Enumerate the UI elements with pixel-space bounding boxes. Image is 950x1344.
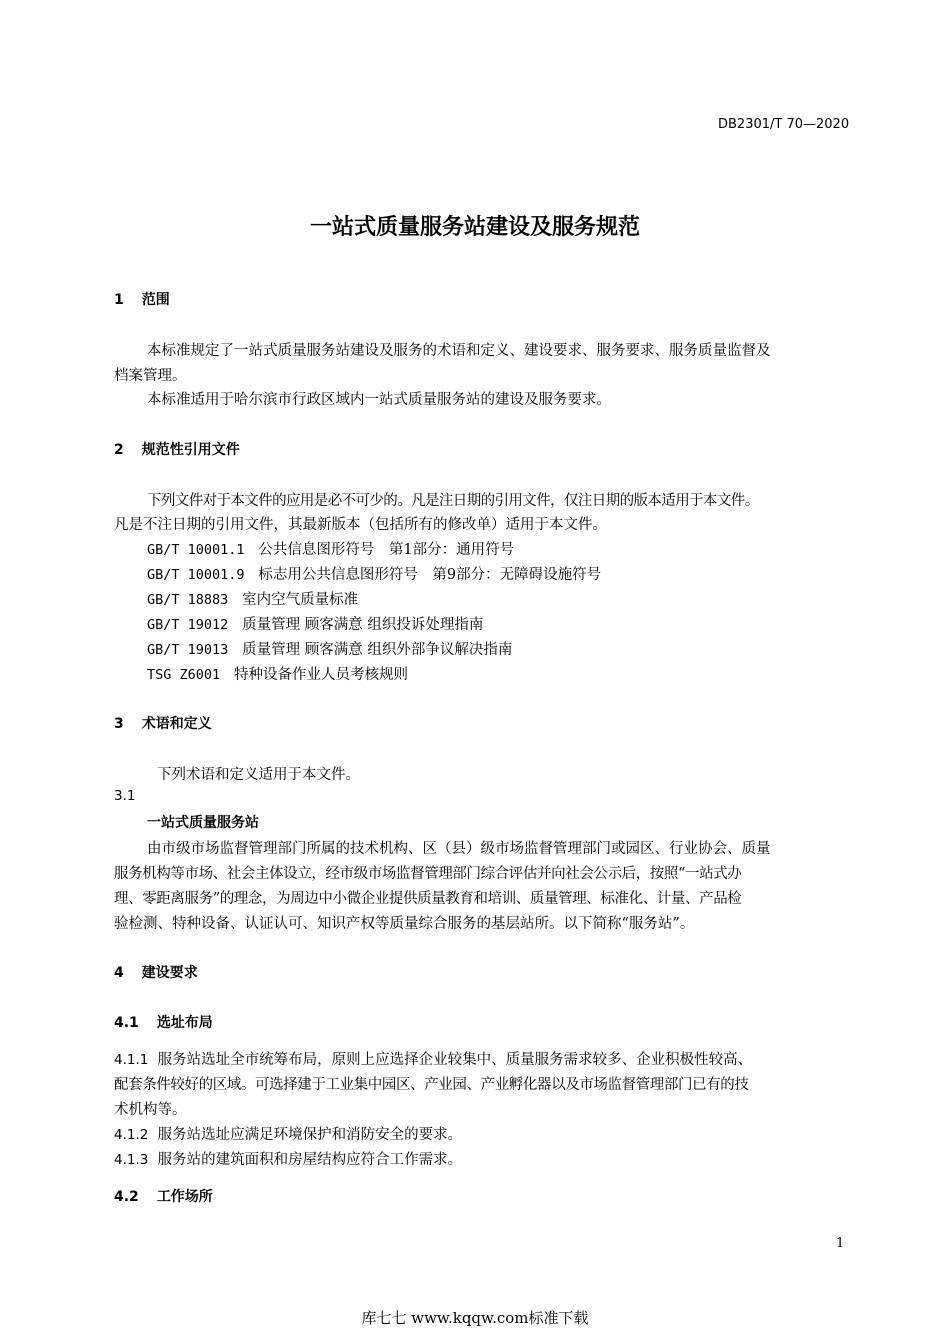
section-3-heading — [114, 713, 212, 733]
document-title: 一站式质量服务站建设及服务规范 — [309, 215, 640, 240]
paragraph: 术机构等。 — [114, 1102, 187, 1118]
clause-number: 4.1.2 — [114, 1127, 149, 1143]
subsection-4-2-heading: 4.2 工作场所 — [114, 1189, 213, 1205]
term-number: 3.1 — [114, 788, 136, 804]
clause-4-1-3: 4.1.3 服务站的建筑面积和房屋结构应符合工作需求。 — [114, 1152, 463, 1168]
section-1-heading — [114, 289, 170, 309]
paragraph: 凡是不注日期的引用文件，其最新版本（包括所有的修改单）适用于本文件。 — [114, 517, 607, 533]
paragraph: 本标准适用于哈尔滨市行政区域内一站式质量服务站的建设及服务要求。 — [147, 392, 611, 408]
paragraph: 本标准规定了一站式质量服务站建设及服务的术语和定义、建设要求、服务要求、服务质量监督及 — [147, 343, 771, 359]
section-4-heading — [114, 962, 198, 982]
document-code: DB2301/T 70—2020 — [718, 117, 850, 132]
subsection-4-1-heading: 4.1 选址布局 — [114, 1015, 213, 1031]
section-2-heading — [114, 439, 240, 459]
term-definition: 验检测、特种设备、认证认可、知识产权等质量综合服务的基层站所。以下简称“服务站”。 — [114, 916, 695, 932]
section-title: 规范性引用文件 — [141, 442, 240, 458]
section-number: 4 — [114, 965, 124, 981]
clause-4-1-1: 4.1.1 服务站选址全市统筹布局，原则上应选择企业较集中、质量服务需求较多、企业积极性较高、 — [114, 1052, 753, 1068]
watermark-text: 库七七 www.kqqw.com标准下载 — [361, 1309, 589, 1327]
section-title: 范围 — [141, 292, 170, 308]
page-number: 1 — [836, 1236, 845, 1251]
reference-item: GB/T 10001.9 标志用公共信息图形符号 第9部分：无障碍设施符号 — [147, 567, 602, 583]
term-definition: 理、零距离服务”的理念，为周边中小微企业提供质量教育和培训、质量管理、标准化、计量、产品检 — [114, 891, 742, 907]
term-definition: 服务机构等市场、社会主体设立，经市级市场监督管理部门综合评估并向社会公示后，按照“一站式办 — [114, 866, 742, 882]
paragraph: 下列术语和定义适用于本文件。 — [157, 767, 360, 783]
reference-item: TSG Z6001 特种设备作业人员考核规则 — [147, 667, 408, 683]
section-number: 3 — [114, 716, 124, 732]
term-name: 一站式质量服务站 — [147, 815, 259, 831]
section-number: 1 — [114, 292, 124, 308]
term-definition: 由市级市场监督管理部门所属的技术机构、区（县）级市场监督管理部门或园区、行业协会、质量 — [147, 841, 771, 857]
reference-item: GB/T 19012 质量管理 顾客满意 组织投诉处理指南 — [147, 617, 484, 633]
section-title: 建设要求 — [141, 965, 198, 981]
clause-4-1-2: 4.1.2 服务站选址应满足环境保护和消防安全的要求。 — [114, 1127, 463, 1143]
paragraph: 档案管理。 — [114, 368, 187, 384]
paragraph: 下列文件对于本文件的应用是必不可少的。凡是注日期的引用文件，仅注日期的版本适用于本文件。 — [147, 493, 759, 509]
paragraph: 配套条件较好的区域。可选择建于工业集中园区、产业园、产业孵化器以及市场监督管理部门已有的技 — [114, 1077, 749, 1093]
reference-item: GB/T 19013 质量管理 顾客满意 组织外部争议解决指南 — [147, 642, 513, 658]
reference-item: GB/T 18883 室内空气质量标准 — [147, 592, 359, 608]
section-number: 2 — [114, 442, 124, 458]
reference-item: GB/T 10001.1 公共信息图形符号 第1部分：通用符号 — [147, 542, 515, 558]
clause-number: 4.1.1 — [114, 1052, 149, 1068]
section-title: 术语和定义 — [141, 716, 212, 732]
clause-number: 4.1.3 — [114, 1152, 149, 1168]
